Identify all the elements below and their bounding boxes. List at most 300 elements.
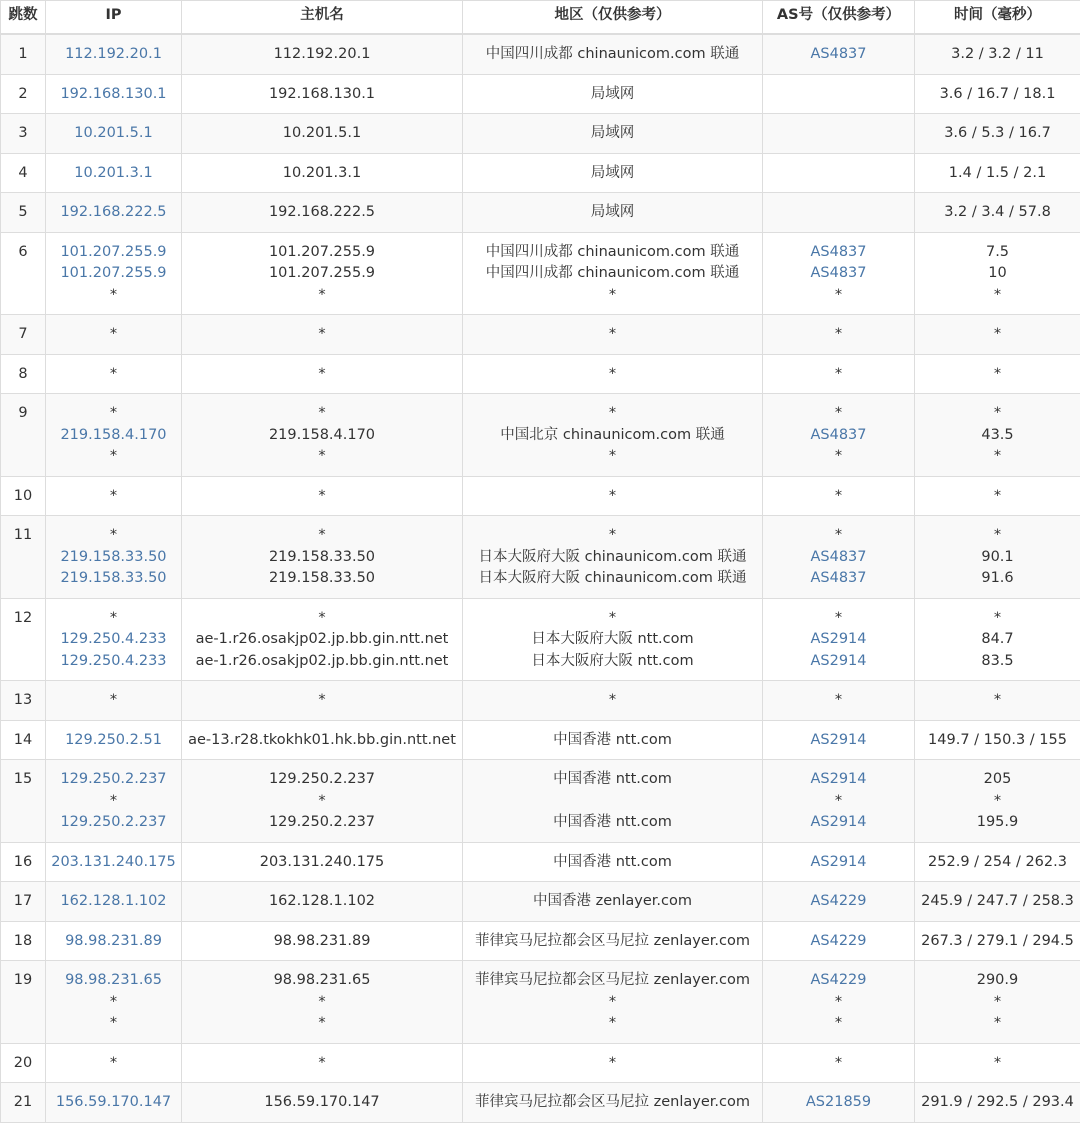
asn-cell [763,842,915,882]
region-value: 菲律宾马尼拉都会区马尼拉 zenlayer.com [475,932,750,949]
hostname-cell [182,232,463,315]
header-hostname: 主机名 [182,1,463,35]
time-value: 267.3 / 279.1 / 294.5 [921,932,1074,949]
ip-link[interactable]: 101.207.255.9 [60,265,167,281]
region-value: 中国四川成都 chinaunicom.com 联通 [485,265,740,281]
region-value: 日本大阪府大阪 chinaunicom.com 联通 [478,548,747,565]
region-value: 菲律宾马尼拉都会区马尼拉 zenlayer.com [475,972,750,988]
hostname-cell [182,598,463,681]
hostname-value: * [318,1054,326,1071]
asn-cell [763,921,915,961]
time-cell [915,315,1080,355]
asn-value: * [834,527,843,543]
asn-link[interactable]: AS21859 [805,1094,872,1110]
hostname-value: * [318,993,326,1010]
ip-value: * [109,1015,118,1031]
region-cell [463,34,763,74]
asn-value: * [834,487,843,504]
asn-cell [763,354,915,394]
time-value: 252.9 / 254 / 262.3 [928,853,1067,870]
hostname-value: 129.250.2.237 [268,814,376,830]
ip-cell [46,232,182,315]
asn-value: * [834,993,843,1010]
asn-cell [763,720,915,760]
asn-value: * [834,609,843,626]
hop-number: 14 [1,720,46,760]
asn-value: * [834,692,843,708]
time-value: 1.4 / 1.5 / 2.1 [948,164,1047,181]
asn-value: * [834,1054,843,1071]
region-value: * [608,609,617,626]
time-cell [915,354,1080,394]
asn-link[interactable]: AS2914 [810,853,867,870]
time-cell [915,842,1080,882]
region-cell [463,842,763,882]
asn-value [765,123,912,145]
ip-cell [46,842,182,882]
time-cell [915,1043,1080,1083]
asn-cell [763,882,915,922]
time-cell [915,34,1080,74]
table-row [1,760,1080,843]
time-cell [915,476,1080,516]
time-value: * [993,487,1002,504]
hostname-value: 129.250.2.237 [268,771,376,787]
asn-cell [763,34,915,74]
time-value: * [993,993,1002,1010]
table-row [1,114,1080,154]
hostname-value: * [318,365,326,382]
hostname-cell [182,1083,463,1123]
region-cell [463,760,763,843]
region-value: 中国四川成都 chinaunicom.com 联通 [485,46,740,62]
ip-value: * [109,448,118,464]
time-value: 245.9 / 247.7 / 258.3 [921,893,1074,909]
hop-number: 10 [1,476,46,516]
hop-number: 4 [1,153,46,193]
region-cell [463,598,763,681]
hostname-cell [182,516,463,599]
ip-value: * [109,1054,118,1071]
hop-number: 20 [1,1043,46,1083]
time-cell [915,961,1080,1044]
hostname-value: ae-1.r26.osakjp02.jp.bb.gin.ntt.net [195,652,449,669]
table-row [1,1083,1080,1123]
hop-number: 17 [1,882,46,922]
hop-number: 19 [1,961,46,1044]
hostname-value: 192.168.222.5 [268,204,376,220]
time-cell [915,1083,1080,1123]
region-cell [463,193,763,233]
hostname-value: 10.201.5.1 [282,125,362,141]
hop-number: 1 [1,34,46,74]
hostname-cell [182,74,463,114]
region-cell [463,1043,763,1083]
ip-cell [46,1043,182,1083]
ip-link[interactable]: 192.168.130.1 [60,85,167,102]
time-value: * [993,405,1002,421]
hostname-value: * [318,286,326,303]
hostname-cell [182,961,463,1044]
hostname-cell [182,842,463,882]
ip-value: * [109,609,118,626]
hostname-value: 112.192.20.1 [273,46,371,62]
ip-cell [46,1083,182,1123]
time-value: 291.9 / 292.5 / 293.4 [921,1094,1074,1110]
region-value: 局域网 [590,85,635,102]
time-value: * [993,1054,1002,1071]
ip-cell [46,516,182,599]
ip-link[interactable]: 129.250.2.237 [60,814,167,830]
ip-cell [46,476,182,516]
region-cell [463,153,763,193]
table-row [1,74,1080,114]
ip-link[interactable]: 156.59.170.147 [55,1094,172,1110]
ip-link[interactable]: 162.128.1.102 [60,893,167,909]
time-value: 7.5 [985,243,1010,260]
ip-link[interactable]: 203.131.240.175 [51,853,176,870]
region-cell [463,921,763,961]
asn-value: * [834,792,843,809]
hop-number: 9 [1,394,46,477]
asn-link[interactable]: AS2914 [810,652,867,669]
time-value: 149.7 / 150.3 / 155 [928,731,1067,748]
time-value: 3.2 / 3.4 / 57.8 [944,204,1051,220]
hostname-value: * [318,448,326,464]
region-cell [463,720,763,760]
time-value: 290.9 [976,972,1019,988]
ip-cell [46,34,182,74]
hostname-value: 156.59.170.147 [264,1094,380,1110]
asn-cell [763,74,915,114]
asn-link[interactable]: AS4837 [810,570,867,586]
ip-cell [46,394,182,477]
time-value: 83.5 [981,652,1014,669]
time-value: 205 [983,771,1012,787]
ip-link[interactable]: 10.201.3.1 [74,164,153,181]
hop-number: 3 [1,114,46,154]
region-cell [463,882,763,922]
asn-cell [763,476,915,516]
hostname-cell [182,760,463,843]
asn-cell [763,760,915,843]
ip-cell [46,961,182,1044]
time-cell [915,114,1080,154]
time-value: 3.6 / 16.7 / 18.1 [939,85,1056,102]
time-cell [915,153,1080,193]
asn-link[interactable]: AS4837 [810,426,867,443]
time-cell [915,394,1080,477]
region-cell [463,114,763,154]
table-row [1,720,1080,760]
hostname-cell [182,921,463,961]
header-asn: AS号（仅供参考） [763,1,915,35]
asn-link[interactable]: AS2914 [810,814,867,830]
hop-number: 13 [1,681,46,721]
time-cell [915,193,1080,233]
asn-link[interactable]: AS4229 [810,972,867,988]
table-row [1,516,1080,599]
table-row [1,394,1080,477]
table-row [1,476,1080,516]
asn-value [765,202,912,224]
table-row [1,315,1080,355]
time-cell [915,74,1080,114]
ip-link[interactable]: 98.98.231.89 [65,932,162,949]
hostname-cell [182,882,463,922]
time-value: * [993,527,1002,543]
region-value: * [608,487,617,504]
region-cell [463,681,763,721]
asn-cell [763,315,915,355]
region-value: * [608,527,617,543]
time-cell [915,921,1080,961]
hostname-value: * [318,609,326,626]
time-value: 84.7 [981,631,1014,647]
hostname-value: 101.207.255.9 [268,243,376,260]
time-value: 90.1 [981,548,1014,565]
region-cell [463,1083,763,1123]
region-value: * [608,1054,617,1071]
region-value: * [608,993,617,1010]
time-cell [915,681,1080,721]
asn-link[interactable]: AS4229 [810,893,867,909]
ip-cell [46,193,182,233]
hostname-cell [182,193,463,233]
hostname-value: ae-13.r28.tkokhk01.hk.bb.gin.ntt.net [188,731,456,748]
region-cell [463,394,763,477]
region-value: 中国香港 zenlayer.com [533,893,692,909]
time-value: * [993,326,1002,342]
ip-value: * [109,692,118,708]
hostname-value: 10.201.3.1 [282,164,362,181]
ip-value: * [109,993,118,1010]
asn-link[interactable]: AS2914 [810,731,867,748]
time-value: 43.5 [981,426,1014,443]
hop-number: 16 [1,842,46,882]
table-row [1,1043,1080,1083]
hostname-cell [182,394,463,477]
asn-cell [763,153,915,193]
hostname-cell [182,114,463,154]
ip-cell [46,882,182,922]
hostname-value: 219.158.4.170 [268,426,376,443]
ip-cell [46,315,182,355]
ip-link[interactable]: 129.250.2.51 [65,731,162,748]
region-cell [463,232,763,315]
time-value: 3.2 / 3.2 / 11 [951,46,1044,62]
hop-number: 8 [1,354,46,394]
hostname-value: 101.207.255.9 [268,265,376,281]
ip-link[interactable]: 219.158.33.50 [60,570,167,586]
table-row [1,598,1080,681]
region-value: 局域网 [590,204,635,220]
region-cell [463,476,763,516]
asn-link[interactable]: AS4229 [810,932,867,949]
ip-link[interactable]: 129.250.2.237 [60,771,167,787]
hostname-value: * [318,692,326,708]
region-value: 局域网 [590,125,635,141]
region-value: * [608,405,617,421]
region-value: 中国香港 ntt.com [553,731,672,748]
asn-cell [763,1083,915,1123]
asn-cell [763,516,915,599]
asn-link[interactable]: AS2914 [810,631,867,647]
time-value: * [993,448,1002,464]
hostname-value: 162.128.1.102 [268,893,376,909]
asn-cell [763,232,915,315]
asn-link[interactable]: AS4837 [810,46,867,62]
table-header-row [1,1,1080,35]
asn-value: * [834,448,843,464]
asn-link[interactable]: AS4837 [810,243,867,260]
hop-number: 2 [1,74,46,114]
asn-link[interactable]: AS4837 [810,548,867,565]
ip-cell [46,114,182,154]
ip-link[interactable]: 10.201.5.1 [74,125,153,141]
asn-cell [763,961,915,1044]
region-value: 日本大阪府大阪 ntt.com [531,631,694,647]
region-value: * [608,448,617,464]
region-value: * [608,326,617,342]
ip-link[interactable]: 101.207.255.9 [60,243,167,260]
time-value: * [993,609,1002,626]
table-row [1,34,1080,74]
region-value: 菲律宾马尼拉都会区马尼拉 zenlayer.com [475,1094,750,1110]
hop-number: 11 [1,516,46,599]
time-value: 195.9 [976,814,1019,830]
hop-number: 21 [1,1083,46,1123]
region-value: 中国香港 ntt.com [553,853,672,870]
hop-number: 7 [1,315,46,355]
asn-value [765,163,912,185]
table-row [1,681,1080,721]
hostname-value: * [318,326,326,342]
table-row [1,193,1080,233]
ip-link[interactable]: 129.250.4.233 [60,631,167,647]
table-row [1,842,1080,882]
asn-cell [763,681,915,721]
region-value: * [608,365,617,382]
asn-cell [763,114,915,154]
time-value: 91.6 [981,570,1014,586]
time-value: * [993,286,1002,303]
region-value: 中国香港 ntt.com [553,771,672,787]
region-value: 中国香港 ntt.com [553,814,672,830]
asn-value: * [834,286,843,303]
time-value: * [993,365,1002,382]
hostname-value: 219.158.33.50 [268,570,376,586]
time-cell [915,516,1080,599]
hostname-value: 98.98.231.89 [273,932,371,949]
region-value: 日本大阪府大阪 ntt.com [531,652,694,669]
ip-value: * [109,527,118,543]
table-row [1,961,1080,1044]
ip-link[interactable]: 219.158.33.50 [60,548,167,565]
table-row [1,354,1080,394]
time-value: 10 [988,265,1007,281]
ip-value: * [109,792,118,809]
region-value: * [608,286,617,303]
time-cell [915,232,1080,315]
ip-link[interactable]: 129.250.4.233 [60,652,167,669]
time-cell [915,720,1080,760]
hostname-cell [182,34,463,74]
hostname-cell [182,1043,463,1083]
region-value: * [608,1015,617,1031]
ip-value: * [109,365,118,382]
hostname-value: * [318,1015,326,1031]
hop-number: 12 [1,598,46,681]
time-value: 3.6 / 5.3 / 16.7 [944,125,1051,141]
table-row [1,882,1080,922]
hostname-cell [182,153,463,193]
ip-link[interactable]: 98.98.231.65 [65,972,162,988]
hostname-value: * [318,792,326,809]
asn-value: * [834,365,843,382]
hop-number: 18 [1,921,46,961]
region-cell [463,315,763,355]
hostname-cell [182,476,463,516]
hop-number: 6 [1,232,46,315]
asn-cell [763,1043,915,1083]
asn-cell [763,394,915,477]
header-region: 地区（仅供参考） [463,1,763,35]
asn-link[interactable]: AS2914 [810,771,867,787]
table-row [1,153,1080,193]
hostname-value: 203.131.240.175 [259,853,385,870]
region-cell [463,961,763,1044]
ip-link[interactable]: 112.192.20.1 [65,46,162,62]
header-hop: 跳数 [1,1,46,35]
time-cell [915,598,1080,681]
time-cell [915,760,1080,843]
table-row [1,232,1080,315]
ip-cell [46,921,182,961]
hostname-cell [182,681,463,721]
ip-value: * [109,405,118,421]
hostname-cell [182,720,463,760]
table-row [1,921,1080,961]
header-ip: IP [46,1,182,35]
region-value: 局域网 [590,164,635,181]
region-cell [463,516,763,599]
asn-cell [763,598,915,681]
asn-cell [763,193,915,233]
hostname-value: * [318,405,326,421]
hostname-value: * [318,487,326,504]
ip-link[interactable]: 219.158.4.170 [60,426,167,443]
ip-cell [46,153,182,193]
ip-value: * [109,286,118,303]
hostname-cell [182,315,463,355]
hostname-value: 192.168.130.1 [268,85,376,102]
region-value: 中国四川成都 chinaunicom.com 联通 [485,243,740,260]
ip-cell [46,74,182,114]
ip-cell [46,760,182,843]
hop-number: 5 [1,193,46,233]
ip-link[interactable]: 192.168.222.5 [60,204,167,220]
asn-value [765,84,912,106]
time-cell [915,882,1080,922]
time-value: * [993,692,1002,708]
ip-cell [46,598,182,681]
asn-link[interactable]: AS4837 [810,265,867,281]
region-value: 中国北京 chinaunicom.com 联通 [500,426,725,443]
region-value [465,791,760,813]
asn-value: * [834,326,843,342]
hop-number: 15 [1,760,46,843]
